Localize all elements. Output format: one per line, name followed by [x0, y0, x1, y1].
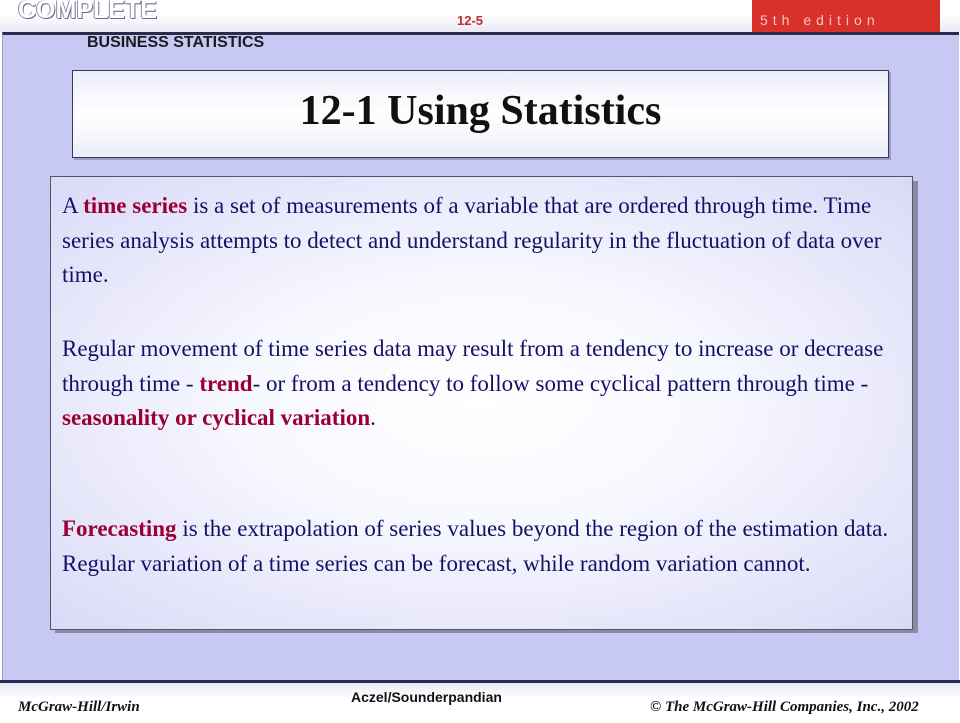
slide-header [0, 0, 960, 32]
term-time-series: time series [83, 193, 188, 218]
paragraph-time-series: A time series is a set of measurements of a variable that are ordered through time. Time series analysis attempts to detect and understand regularity in the fluctuation of data over time. [62, 193, 882, 287]
slide-footer [0, 680, 960, 723]
title-box [72, 70, 889, 158]
paragraph-regular-movement: Regular movement of time series data may result from a tendency to increase or decrease through time - trend- or from a tendency to follow some cyclical pattern through time - seasonality or cyclical variation. [62, 336, 884, 430]
term-seasonality: seasonality or cyclical variation [62, 405, 371, 430]
edition-label: 5th edition [760, 12, 880, 28]
paragraph-forecasting: Forecasting is the extrapolation of series values beyond the region of the estimation data. Regular variation of a time series can be forecast, while random variation cannot. [62, 516, 889, 576]
slide-title: 12-1 Using Statistics [299, 88, 662, 134]
footer-publisher: McGraw-Hill/Irwin [18, 699, 140, 715]
term-trend: trend [199, 370, 253, 396]
brand-title: COMPLETE [18, 0, 157, 24]
edition-banner [752, 0, 940, 32]
term-forecasting: Forecasting [62, 516, 177, 541]
brand-subtitle: BUSINESS STATISTICS [87, 34, 265, 51]
footer-authors: Aczel/Sounderpandian [351, 689, 502, 705]
slide-number: 12-5 [457, 13, 484, 28]
footer-copyright: © The McGraw-Hill Companies, Inc., 2002 [650, 699, 919, 715]
content-box [50, 176, 913, 630]
